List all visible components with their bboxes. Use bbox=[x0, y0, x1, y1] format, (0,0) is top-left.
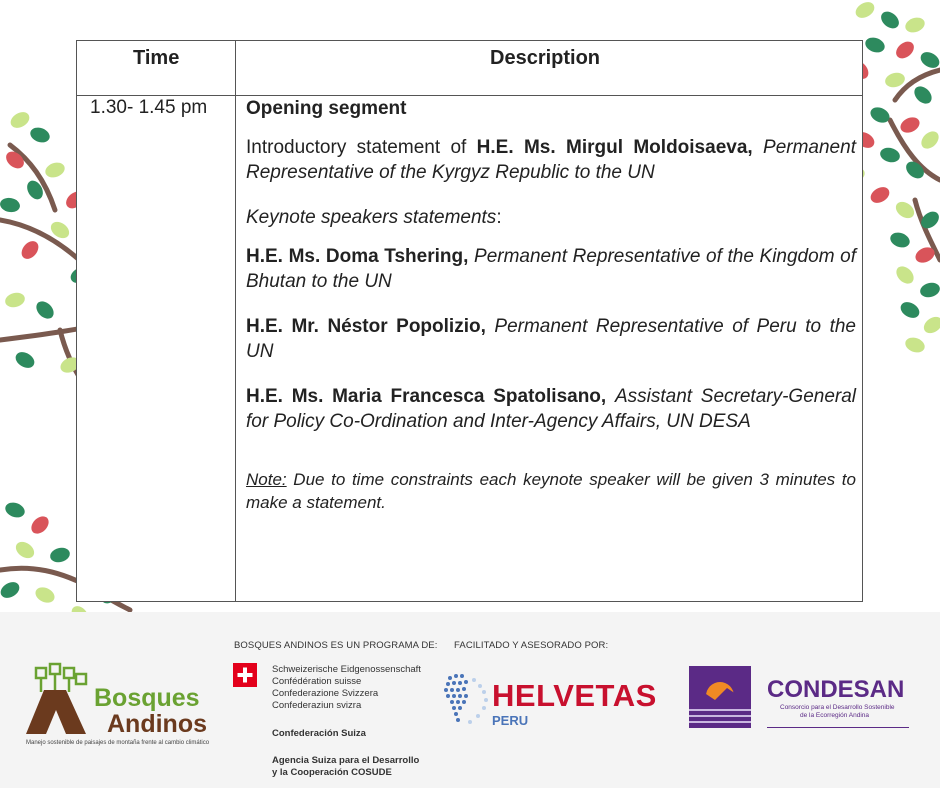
intro-statement bbox=[246, 135, 856, 185]
speaker-name: H.E. Mr. Néstor Popolizio, bbox=[246, 316, 486, 337]
condesan-sub1: Consorcio para el Desarrollo Sostenible bbox=[780, 704, 895, 711]
bosques-andinos-logo-mark bbox=[26, 662, 96, 737]
swiss-flag-icon bbox=[233, 663, 257, 687]
description-cell bbox=[246, 96, 856, 514]
speaker-item bbox=[246, 314, 856, 364]
condesan-name: CONDESAN bbox=[767, 676, 905, 703]
speaker-name: H.E. Ms. Maria Francesca Spatolisano, bbox=[246, 386, 607, 407]
facilitated-label: FACILITADO Y ASESORADO POR: bbox=[454, 640, 609, 651]
cosude-line2: y la Cooperación COSUDE bbox=[272, 767, 392, 778]
intro-role: Permanent Representative of the Kyrgyz Republic to the UN bbox=[246, 137, 856, 183]
column-divider bbox=[235, 41, 236, 601]
condesan-logo-mark bbox=[689, 666, 751, 728]
swiss-name-line: Confederaziun svizra bbox=[272, 700, 362, 711]
header-time: Time bbox=[133, 47, 180, 69]
intro-prefix: Introductory statement of bbox=[246, 137, 477, 158]
speaker-role: Permanent Representative of Peru to the UN bbox=[246, 316, 856, 362]
helvetas-sub: PERU bbox=[492, 713, 529, 728]
speaker-role: Assistant Secretary-General for Policy Co-Ordination and Inter-Agency Affairs, UN DESA bbox=[246, 386, 857, 432]
keynote-heading: Keynote speakers statements bbox=[246, 207, 497, 228]
keynote-heading-line bbox=[246, 205, 856, 230]
note-label: Note: bbox=[246, 470, 287, 489]
speaker-role: Permanent Representative of the Kingdom of Bhutan to the UN bbox=[246, 246, 856, 292]
agenda-table bbox=[76, 40, 863, 602]
helvetas-globe-icon bbox=[440, 668, 498, 730]
intro-name: H.E. Ms. Mirgul Moldoisaeva, bbox=[476, 137, 753, 158]
condesan-sub2: de la Ecorregión Andina bbox=[800, 712, 870, 719]
helvetas-name: HELVETAS bbox=[492, 678, 657, 713]
bosques-logo-line1: Bosques bbox=[94, 684, 200, 712]
condesan-underline bbox=[767, 727, 909, 728]
speaker-item bbox=[246, 384, 856, 434]
swiss-name-line: Schweizerische Eidgenossenschaft bbox=[272, 664, 421, 675]
header-description: Description bbox=[490, 47, 601, 69]
time-cell: 1.30- 1.45 pm bbox=[90, 97, 208, 118]
note-text: Due to time constraints each keynote speaker will be given 3 minutes to make a statement. bbox=[246, 470, 856, 512]
speaker-item bbox=[246, 244, 856, 294]
speaker-name: H.E. Ms. Doma Tshering, bbox=[246, 246, 469, 267]
segment-title: Opening segment bbox=[246, 98, 407, 119]
bosques-logo-line2: Andinos bbox=[107, 710, 207, 738]
swiss-name-line: Confédération suisse bbox=[272, 676, 362, 687]
note bbox=[246, 468, 856, 514]
program-label: BOSQUES ANDINOS ES UN PROGRAMA DE: bbox=[234, 640, 438, 651]
keynote-colon: : bbox=[496, 207, 502, 228]
bosques-tagline: Manejo sostenible de paisajes de montaña frente al cambio climático bbox=[26, 740, 210, 746]
swiss-confederation-names bbox=[272, 664, 421, 712]
logo-footer bbox=[0, 612, 940, 788]
confederacion-suiza: Confederación Suiza bbox=[272, 728, 366, 739]
cosude-line1: Agencia Suiza para el Desarrollo bbox=[272, 755, 420, 766]
swiss-name-line: Confederazione Svizzera bbox=[272, 688, 379, 699]
